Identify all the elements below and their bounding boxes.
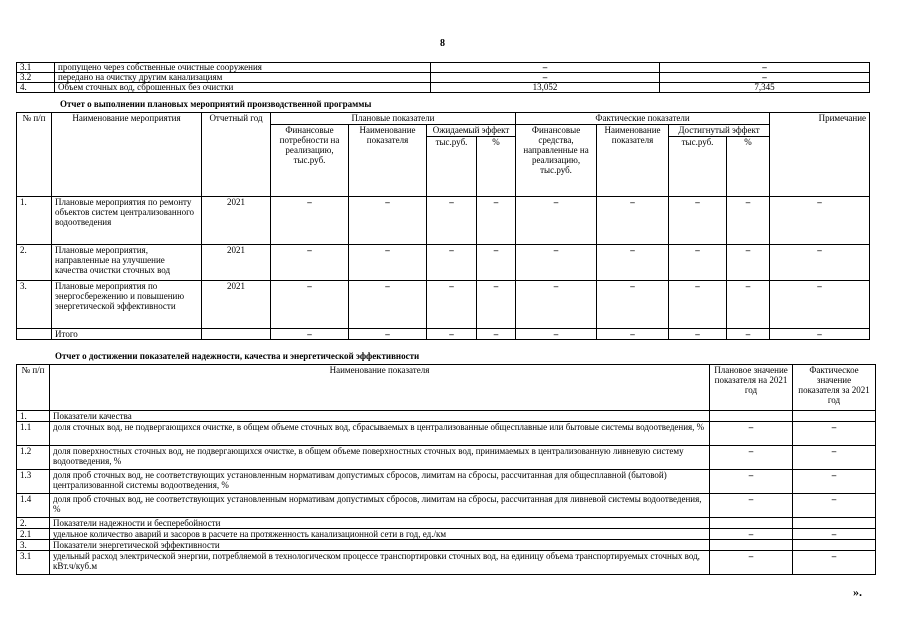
reliability-report-table [16,364,876,575]
fact-value: – [793,551,876,575]
table-row [17,422,876,446]
row-name: передано на очистку другим канализациям [55,73,431,83]
table-row [17,63,870,73]
fact-value: – [793,422,876,446]
value-cell: – [770,197,870,245]
value-cell: – [669,329,727,340]
table-row [17,197,870,245]
plan-value: – [431,63,660,73]
table-row [17,551,876,575]
indicator-name: доля поверхностных сточных вод, не подвергающихся очистке, в общем объеме поверхностных сточных вод, принимаемых в централизованную ливневую систему водоотведения, % [50,446,710,470]
row-number: 1. [17,411,50,422]
plan-value: – [710,529,793,540]
row-number: 2. [17,518,50,529]
value-cell: – [271,197,349,245]
row-number: 1. [17,197,52,245]
value-cell: – [271,329,349,340]
fact-value: – [793,529,876,540]
plan-value: – [431,73,660,83]
value-cell: – [597,281,669,329]
row-number: 2.1 [17,529,50,540]
indicator-name: доля сточных вод, не подвергающихся очистке, в общем объеме сточных вод, сбрасываемых в централизованные общесплавные или бытовые системы водоотведения, % [50,422,710,446]
year-value: 2021 [202,245,271,281]
row-number: 3.2 [17,73,55,83]
value-cell: – [427,281,477,329]
row-number: 3.1 [17,63,55,73]
plan-value [710,411,793,422]
row-name: пропущено через собственные очистные сооружения [55,63,431,73]
fact-value [793,518,876,529]
header-fact-indicator: Наименование показателя [597,125,669,197]
table-row [17,540,876,551]
row-number: 1.1 [17,422,50,446]
year-value: 2021 [202,281,271,329]
row-number: 1.3 [17,470,50,494]
value-cell: – [727,281,770,329]
value-cell: – [669,197,727,245]
value-cell: – [477,329,516,340]
value-cell: – [271,245,349,281]
indicator-name: доля проб сточных вод, не соответствующих установленным нормативам допустимых сбросов, лимитам на сбросы, рассчитанная для общесплавной (бытовой) централизованной системы водоотведения, % [50,470,710,494]
program-report-table [16,112,870,340]
row-number: 3. [17,281,52,329]
header-percent: % [477,137,516,197]
plan-value: – [710,470,793,494]
value-cell: – [349,281,427,329]
value-cell: – [271,281,349,329]
fact-value: 7,345 [660,83,870,93]
indicator-name: Показатели энергетической эффективности [50,540,710,551]
value-cell: – [597,329,669,340]
value-cell: – [516,197,597,245]
header-percent: % [727,137,770,197]
value-cell: – [770,329,870,340]
header-plan-value: Плановое значение показателя на 2021 год [710,365,793,411]
value-cell: – [669,245,727,281]
indicator-name: удельный расход электрической энергии, потребляемой в технологическом процессе транспортировки сточных вод, на единицу объема транспортируемых сточных вод, кВт.ч/куб.м [50,551,710,575]
header-fact-finance: Финансовые средства, направленные на реализацию, тыс.руб. [516,125,597,197]
value-cell: – [477,245,516,281]
fact-value: – [660,63,870,73]
header-plan-indicator: Наименование показателя [349,125,427,197]
table-row [17,83,870,93]
value-cell: – [516,281,597,329]
total-row [17,329,870,340]
header-thous-rub: тыс.руб. [669,137,727,197]
activity-name: Плановые мероприятия по энергосбережению и повышению энергетической эффективности [52,281,202,329]
value-cell: – [669,281,727,329]
header-achieved-effect: Достигнутый эффект [669,125,770,137]
header-expected-effect: Ожидаемый эффект [427,125,516,137]
year-value: 2021 [202,197,271,245]
plan-value [710,540,793,551]
value-cell: – [349,245,427,281]
value-cell: – [349,197,427,245]
indicator-name: удельное количество аварий и засоров в расчете на протяженность канализационной сети в год, ед./км [50,529,710,540]
value-cell: – [727,329,770,340]
plan-value [710,518,793,529]
top-rows-table [16,62,870,93]
activity-name: Плановые мероприятия по ремонту объектов систем централизованного водоотведения [52,197,202,245]
fact-value: – [793,494,876,518]
header-thous-rub: тыс.руб. [427,137,477,197]
header-num: № п/п [17,113,52,197]
plan-value: – [710,494,793,518]
fact-value: – [660,73,870,83]
table-row [17,73,870,83]
table-row [17,411,876,422]
value-cell: – [477,197,516,245]
value-cell: – [427,197,477,245]
fact-value: – [793,470,876,494]
header-actual-group: Фактические показатели [516,113,770,125]
closing-quote-mark: ». [853,585,862,599]
fact-value: – [793,446,876,470]
table-row [17,529,876,540]
header-year: Отчетный год [202,113,271,197]
value-cell: – [516,245,597,281]
total-label: Итого [52,329,202,340]
activity-name: Плановые мероприятия, направленные на улучшение качества очистки сточных вод [52,245,202,281]
page-number: 8 [440,38,445,49]
value-cell: – [597,245,669,281]
indicator-name: доля проб сточных вод, не соответствующих установленным нормативам допустимых сбросов, лимитам на сбросы, рассчитанная для ливневой системы водоотведения, % [50,494,710,518]
header-plan-finance: Финансовые потребности на реализацию, тыс.руб. [271,125,349,197]
header-fact-value: Фактическое значение показателя за 2021 год [793,365,876,411]
reliability-report-title: Отчет о достижении показателей надежности, качества и энергетической эффективности [55,351,420,361]
header-planned-group: Плановые показатели [271,113,516,125]
value-cell: – [349,329,427,340]
plan-value: – [710,446,793,470]
table-row [17,245,870,281]
header-note: Примечание [770,113,870,197]
table-row [17,494,876,518]
header-indicator-name: Наименование показателя [50,365,710,411]
table-row [17,281,870,329]
row-name: Объем сточных вод, сброшенных без очистки [55,83,431,93]
indicator-name: Показатели надежности и бесперебойности [50,518,710,529]
table-row [17,446,876,470]
indicator-name: Показатели качества [50,411,710,422]
row-number: 1.4 [17,494,50,518]
program-report-title: Отчет о выполнении плановых мероприятий производственной программы [60,99,372,109]
value-cell: – [516,329,597,340]
value-cell: – [427,329,477,340]
value-cell: – [477,281,516,329]
plan-value: 13,052 [431,83,660,93]
row-number: 2. [17,245,52,281]
value-cell: – [597,197,669,245]
plan-value: – [710,422,793,446]
row-number: 1.2 [17,446,50,470]
header-num: № п/п [17,365,50,411]
table-row [17,470,876,494]
value-cell: – [727,245,770,281]
fact-value [793,411,876,422]
row-number: 3. [17,540,50,551]
value-cell: – [427,245,477,281]
fact-value [793,540,876,551]
row-number: 3.1 [17,551,50,575]
plan-value: – [710,551,793,575]
value-cell: – [770,245,870,281]
table-row [17,518,876,529]
value-cell: – [727,197,770,245]
value-cell: – [770,281,870,329]
row-number: 4. [17,83,55,93]
header-activity-name: Наименование мероприятия [52,113,202,197]
